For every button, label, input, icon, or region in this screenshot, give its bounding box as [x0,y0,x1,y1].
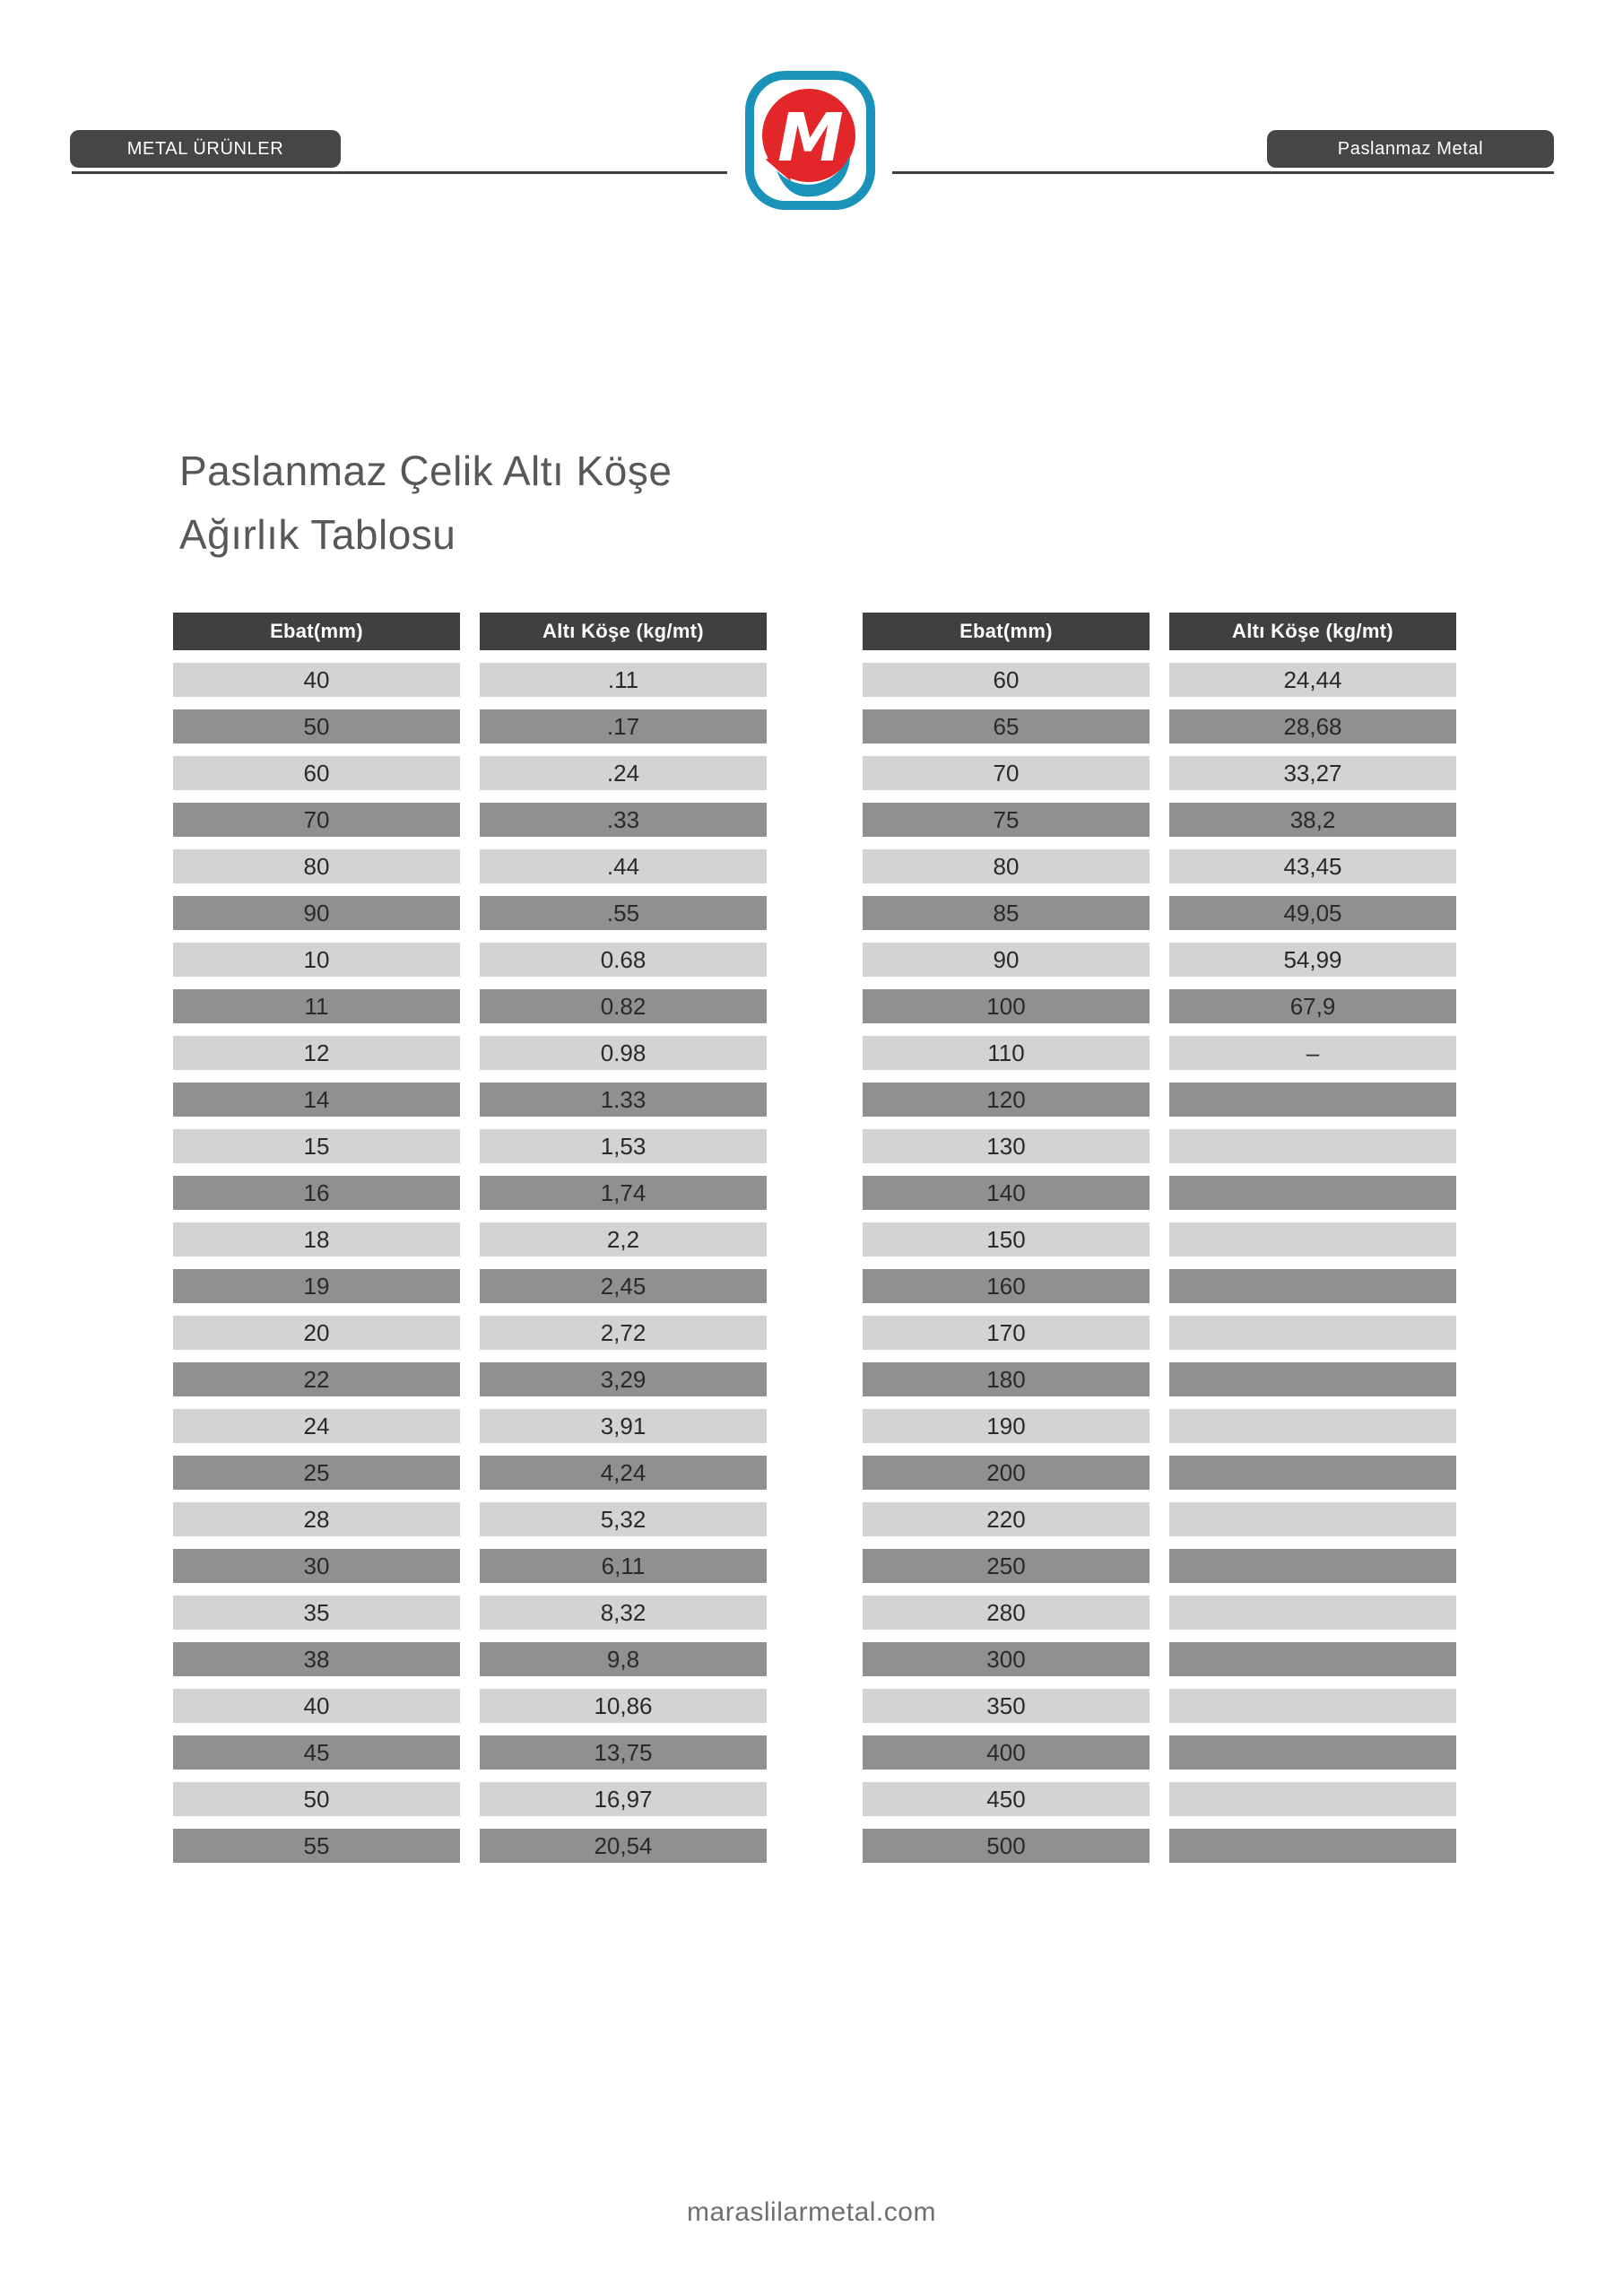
table-row [173,989,767,1023]
table-row [863,663,1456,697]
weight-cell: 24,44 [1169,663,1456,697]
weight-cell [1169,1176,1456,1210]
table-row [863,1176,1456,1210]
table-row [863,1596,1456,1630]
size-cell: 18 [173,1222,460,1257]
size-cell: 300 [863,1642,1150,1676]
weight-cell: 1,53 [480,1129,767,1163]
weight-cell [1169,1222,1456,1257]
weight-cell: 33,27 [1169,756,1456,790]
size-cell: 11 [173,989,460,1023]
table-row [173,1642,767,1676]
weight-cell: 13,75 [480,1735,767,1770]
weight-cell [1169,1409,1456,1443]
header-rule-left [72,171,727,174]
size-cell: 90 [863,943,1150,977]
size-cell: 100 [863,989,1150,1023]
size-cell: 28 [173,1502,460,1536]
weight-cell: 16,97 [480,1782,767,1816]
table-row [863,1642,1456,1676]
weight-cell: 2,72 [480,1316,767,1350]
weight-cell [1169,1129,1456,1163]
weight-cell: 1.33 [480,1083,767,1117]
header-rule-right [892,171,1554,174]
table-row [173,1083,767,1117]
table-row [863,1549,1456,1583]
size-cell: 22 [173,1362,460,1396]
size-cell: 200 [863,1456,1150,1490]
table-header-row [173,613,767,650]
table-row [863,1083,1456,1117]
table-row [173,1316,767,1350]
weight-cell: 54,99 [1169,943,1456,977]
weight-cell [1169,1316,1456,1350]
size-cell: 90 [173,896,460,930]
size-cell: 250 [863,1549,1150,1583]
table-row [863,896,1456,930]
size-cell: 400 [863,1735,1150,1770]
size-cell: 500 [863,1829,1150,1863]
weight-cell [1169,1782,1456,1816]
column-header-alti-kose: Altı Köşe (kg/mt) [480,613,767,650]
paslanmaz-metal-badge-label: Paslanmaz Metal [1337,138,1484,159]
size-cell: 190 [863,1409,1150,1443]
table-row [863,1782,1456,1816]
weight-cell: 3,91 [480,1409,767,1443]
size-cell: 80 [173,849,460,883]
table-row [173,1409,767,1443]
weight-cell: .55 [480,896,767,930]
table-row [173,1549,767,1583]
size-cell: 60 [173,756,460,790]
table-row [863,709,1456,744]
table-row [863,1362,1456,1396]
table-row [863,1222,1456,1257]
table-row [863,1036,1456,1070]
size-cell: 220 [863,1502,1150,1536]
page-title-line2: Ağırlık Tablosu [179,511,456,558]
size-cell: 350 [863,1689,1150,1723]
size-cell: 160 [863,1269,1150,1303]
table-row [173,1689,767,1723]
weight-cell: 38,2 [1169,803,1456,837]
size-cell: 38 [173,1642,460,1676]
weight-table-left [173,613,767,1863]
size-cell: 55 [173,1829,460,1863]
weight-cell [1169,1829,1456,1863]
table-row [173,849,767,883]
size-cell: 25 [173,1456,460,1490]
weight-cell: 9,8 [480,1642,767,1676]
size-cell: 40 [173,663,460,697]
svg-text:M: M [777,100,844,177]
size-cell: 50 [173,1782,460,1816]
weight-cell: 20,54 [480,1829,767,1863]
table-row [173,1596,767,1630]
size-cell: 120 [863,1083,1150,1117]
size-cell: 450 [863,1782,1150,1816]
table-row [173,1362,767,1396]
table-row [863,756,1456,790]
table-row [863,1269,1456,1303]
table-row [173,1036,767,1070]
page-title [179,439,672,567]
table-row [173,1222,767,1257]
table-row [173,1456,767,1490]
table-row [863,1456,1456,1490]
table-row [173,1829,767,1863]
size-cell: 80 [863,849,1150,883]
weight-cell: 0.68 [480,943,767,977]
weight-cell: 6,11 [480,1549,767,1583]
table-row [173,663,767,697]
size-cell: 180 [863,1362,1150,1396]
weight-cell: .11 [480,663,767,697]
weight-cell [1169,1502,1456,1536]
table-row [173,1176,767,1210]
size-cell: 15 [173,1129,460,1163]
size-cell: 75 [863,803,1150,837]
table-row [173,943,767,977]
table-row [173,709,767,744]
weight-cell [1169,1269,1456,1303]
weight-cell [1169,1549,1456,1583]
size-cell: 110 [863,1036,1150,1070]
size-cell: 130 [863,1129,1150,1163]
size-cell: 16 [173,1176,460,1210]
table-row [863,1502,1456,1536]
table-row [863,849,1456,883]
footer [0,2197,1623,2228]
table-row [173,1269,767,1303]
table-row [863,989,1456,1023]
size-cell: 20 [173,1316,460,1350]
table-row [863,1129,1456,1163]
table-row [173,1735,767,1770]
column-header-ebat: Ebat(mm) [863,613,1150,650]
weight-cell: .44 [480,849,767,883]
weight-cell: – [1169,1036,1456,1070]
size-cell: 70 [173,803,460,837]
weight-cell: 28,68 [1169,709,1456,744]
table-body [863,663,1456,1863]
weight-cell: 2,45 [480,1269,767,1303]
size-cell: 19 [173,1269,460,1303]
weight-cell: 0.82 [480,989,767,1023]
weight-cell [1169,1456,1456,1490]
size-cell: 40 [173,1689,460,1723]
weight-cell: .33 [480,803,767,837]
weight-cell: .24 [480,756,767,790]
website-url: maraslilarmetal.com [687,2197,936,2227]
weight-cell [1169,1735,1456,1770]
size-cell: 280 [863,1596,1150,1630]
table-row [173,803,767,837]
maraslilar-metal-logo [744,70,876,211]
table-header-row [863,613,1456,650]
weight-cell: 4,24 [480,1456,767,1490]
table-row [173,1502,767,1536]
table-row [863,1409,1456,1443]
column-header-ebat: Ebat(mm) [173,613,460,650]
table-body [173,663,767,1863]
weight-cell [1169,1083,1456,1117]
size-cell: 50 [173,709,460,744]
weight-cell: 67,9 [1169,989,1456,1023]
table-row [863,1689,1456,1723]
size-cell: 30 [173,1549,460,1583]
size-cell: 65 [863,709,1150,744]
table-row [173,1782,767,1816]
table-row [863,943,1456,977]
weight-cell: 5,32 [480,1502,767,1536]
table-row [173,896,767,930]
weight-cell: 10,86 [480,1689,767,1723]
weight-cell: 1,74 [480,1176,767,1210]
size-cell: 150 [863,1222,1150,1257]
table-row [863,1316,1456,1350]
weight-cell [1169,1362,1456,1396]
weight-cell: 8,32 [480,1596,767,1630]
weight-cell: .17 [480,709,767,744]
paslanmaz-metal-badge [1267,130,1554,168]
table-row [863,1735,1456,1770]
weight-cell: 43,45 [1169,849,1456,883]
weight-cell: 3,29 [480,1362,767,1396]
weight-cell [1169,1689,1456,1723]
weight-cell [1169,1642,1456,1676]
size-cell: 12 [173,1036,460,1070]
column-header-alti-kose: Altı Köşe (kg/mt) [1169,613,1456,650]
metal-urunler-badge [70,130,341,168]
weight-cell [1169,1596,1456,1630]
size-cell: 24 [173,1409,460,1443]
weight-table-right [863,613,1456,1863]
size-cell: 60 [863,663,1150,697]
size-cell: 14 [173,1083,460,1117]
table-row [173,756,767,790]
size-cell: 140 [863,1176,1150,1210]
size-cell: 10 [173,943,460,977]
logo-m-icon [744,70,876,211]
size-cell: 170 [863,1316,1150,1350]
weight-cell: 49,05 [1169,896,1456,930]
size-cell: 35 [173,1596,460,1630]
size-cell: 70 [863,756,1150,790]
table-row [173,1129,767,1163]
size-cell: 45 [173,1735,460,1770]
weight-cell: 2,2 [480,1222,767,1257]
table-row [863,1829,1456,1863]
metal-urunler-badge-label: METAL ÜRÜNLER [126,138,284,159]
size-cell: 85 [863,896,1150,930]
table-row [863,803,1456,837]
weight-cell: 0.98 [480,1036,767,1070]
page-title-line1: Paslanmaz Çelik Altı Köşe [179,448,673,494]
